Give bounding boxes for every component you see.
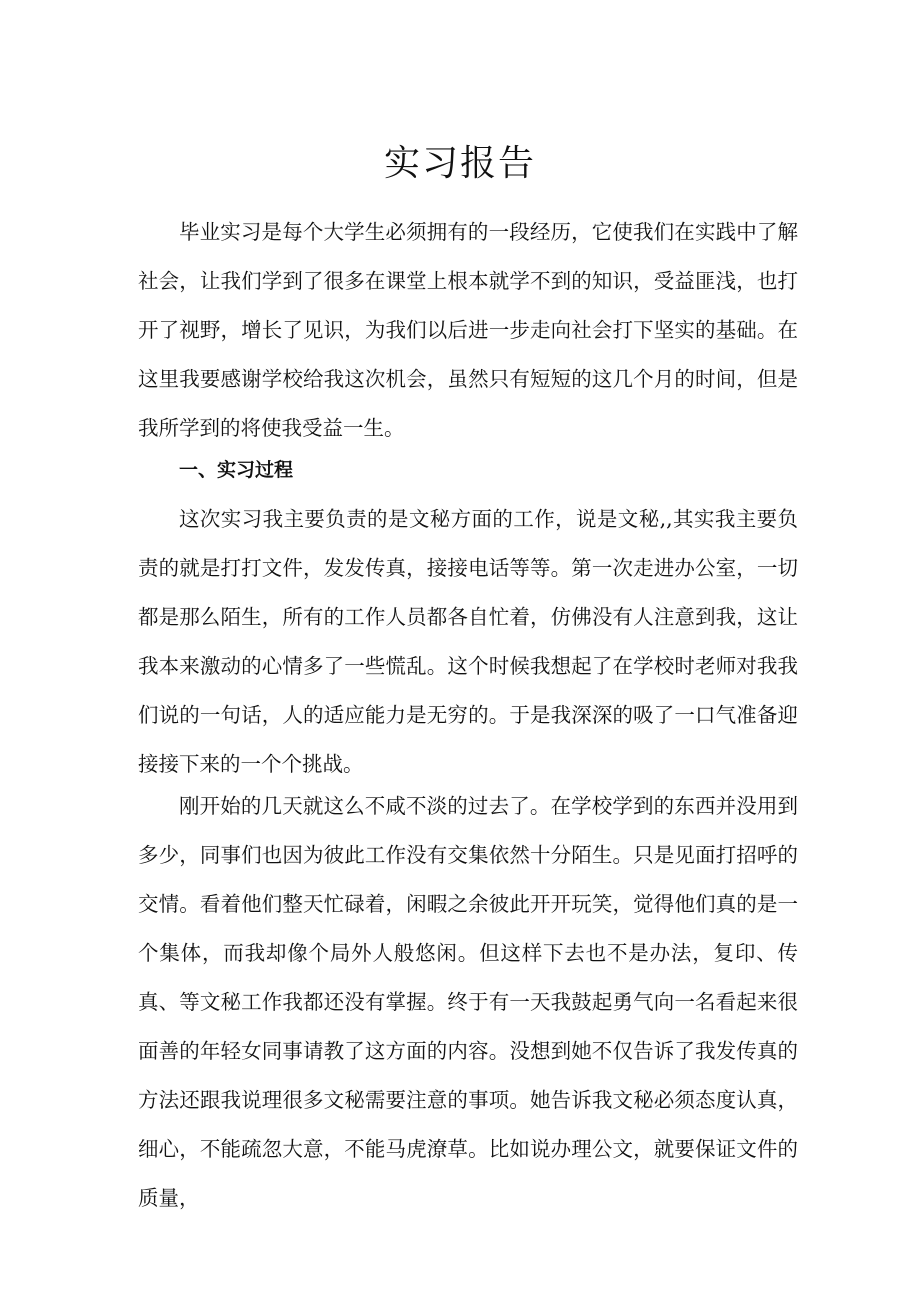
intro-paragraph (138, 208, 798, 453)
section-heading (138, 446, 798, 495)
section1-paragraph-1 (138, 495, 798, 789)
section1-paragraph-2 (138, 782, 798, 1223)
paragraph-text: 刚开始的几天就这么不咸不淡的过去了。在学校学到的东西并没用到多少，同事们也因为彼此工作没有交集依然十分陌生。只是见面打招呼的交情。看着他们整天忙碌着，闲暇之余彼此开开玩笑，觉得他们真的是一个集体，而我却像个局外人般悠闲。但这样下去也不是办法，复印、传真、等文秘工作我都还没有掌握。终于有一天我鼓起勇气向一名看起来很面善的年轻女同事请教了这方面的内容。没想到她不仅告诉了我发传真的方法还跟我说理很多文秘需要注意的事项。她告诉我文秘必须态度认真，细心，不能疏忽大意，不能马虎潦草。比如说办理公文，就要保证文件的质量， (138, 794, 798, 1210)
document-title: 实习报告 (383, 143, 536, 184)
paragraph-text: 毕业实习是每个大学生必须拥有的一段经历，它使我们在实践中了解社会，让我们学到了很多在课堂上根本就学不到的知识，受益匪浅，也打开了视野，增长了见识，为我们以后进一步走向社会打下坚实的基础。在这里我要感谢学校给我这次机会，虽然只有短短的这几个月的时间，但是我所学到的将使我受益一生。 (138, 220, 798, 440)
paragraph-text: 这次实习我主要负责的是文秘方面的工作，说是文秘,,其实我主要负责的就是打打文件，发发传真，接接电话等等。第一次走进办公室，一切都是那么陌生，所有的工作人员都各自忙着，仿佛没有人注意到我，这让我本来激动的心情多了一些慌乱。这个时候我想起了在学校时老师对我我们说的一句话，人的适应能力是无穷的。于是我深深的吸了一口气准备迎接接下来的一个个挑战。 (138, 507, 798, 776)
section-heading-text: 一、实习过程 (179, 459, 294, 481)
